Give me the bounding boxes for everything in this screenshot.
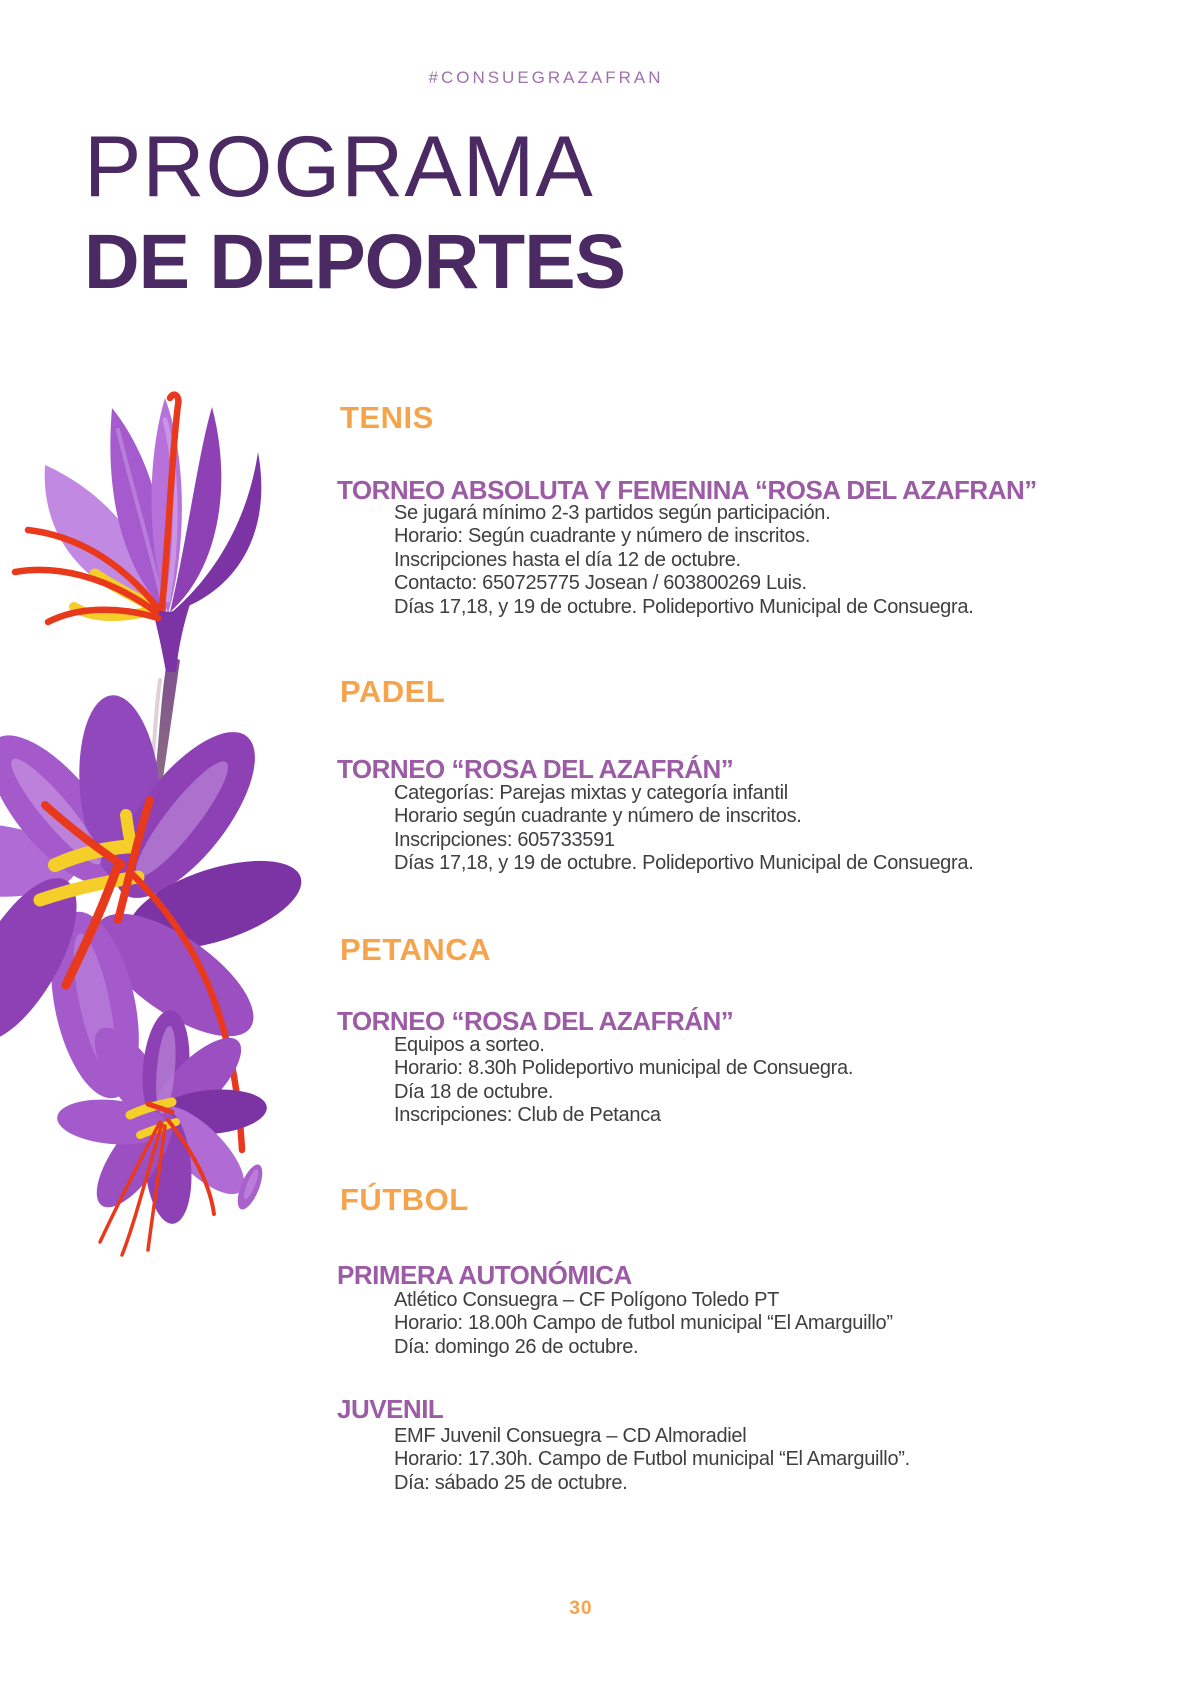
detail-line: Días 17,18, y 19 de octubre. Polideportivo Municipal de Consuegra. (394, 595, 974, 618)
sport-heading-futbol: FÚTBOL (340, 1182, 469, 1217)
detail-line: Horario según cuadrante y número de inscritos. (394, 805, 802, 828)
detail-line: Días 17,18, y 19 de octubre. Polideportivo Municipal de Consuegra. (394, 852, 974, 875)
detail-line: Inscripciones hasta el día 12 de octubre. (394, 548, 741, 571)
detail-line: Horario: 17.30h. Campo de Futbol municipal “El Amarguillo”. (394, 1448, 910, 1471)
top-flower (15, 395, 261, 672)
detail-line: Se jugará mínimo 2-3 partidos según participación. (394, 502, 831, 524)
sport-heading-tenis: TENIS (340, 400, 434, 435)
detail-line: Horario: Según cuadrante y número de inscritos. (394, 525, 811, 548)
detail-line: Categorías: Parejas mixtas y categoría infantil (394, 782, 788, 804)
event-details-tenis (394, 502, 973, 619)
detail-line: Inscripciones: 605733591 (394, 828, 615, 851)
detail-line: Día 18 de octubre. (394, 1080, 554, 1103)
event-details-petanca (394, 1034, 853, 1128)
detail-line: Horario: 18.00h Campo de futbol municipal “El Amarguillo” (394, 1312, 893, 1335)
page-number: 30 (569, 1598, 593, 1619)
page-title-line2: DE DEPORTES (84, 219, 625, 305)
hashtag-header: #CONSUEGRAZAFRAN (428, 68, 664, 87)
page-title-line1: PROGRAMA (84, 119, 594, 215)
detail-line: Día: domingo 26 de octubre. (394, 1335, 639, 1358)
event-title-petanca-torneo: TORNEO “ROSA DEL AZAFRÁN” (337, 1006, 734, 1036)
detail-line: EMF Juvenil Consuegra – CD Almoradiel (394, 1425, 747, 1447)
detail-line: Equipos a sorteo. (394, 1034, 545, 1056)
event-details-padel (394, 782, 973, 876)
sport-heading-petanca: PETANCA (340, 932, 492, 967)
detail-line: Día: sábado 25 de octubre. (394, 1471, 628, 1494)
event-details-juvenil (394, 1425, 910, 1495)
crocus-flowers-drawing (0, 360, 320, 1260)
detail-line: Contacto: 650725775 Josean / 603800269 Luis. (394, 572, 807, 595)
event-details-primera-autonomica (394, 1289, 893, 1359)
event-title-padel-torneo: TORNEO “ROSA DEL AZAFRÁN” (337, 754, 734, 784)
detail-line: Horario: 8.30h Polideportivo municipal de Consuegra. (394, 1057, 854, 1080)
sport-heading-padel: PADEL (340, 674, 446, 709)
detail-line: Atlético Consuegra – CF Polígono Toledo PT (394, 1289, 780, 1311)
event-title-primera-autonomica: PRIMERA AUTONÓMICA (337, 1260, 632, 1290)
event-title-tenis-torneo: TORNEO ABSOLUTA Y FEMENINA “ROSA DEL AZAFRAN” (337, 475, 1037, 505)
event-title-juvenil: JUVENIL (337, 1394, 444, 1424)
saffron-flower-illustration (0, 360, 320, 1260)
detail-line: Inscripciones: Club de Petanca (394, 1104, 661, 1127)
